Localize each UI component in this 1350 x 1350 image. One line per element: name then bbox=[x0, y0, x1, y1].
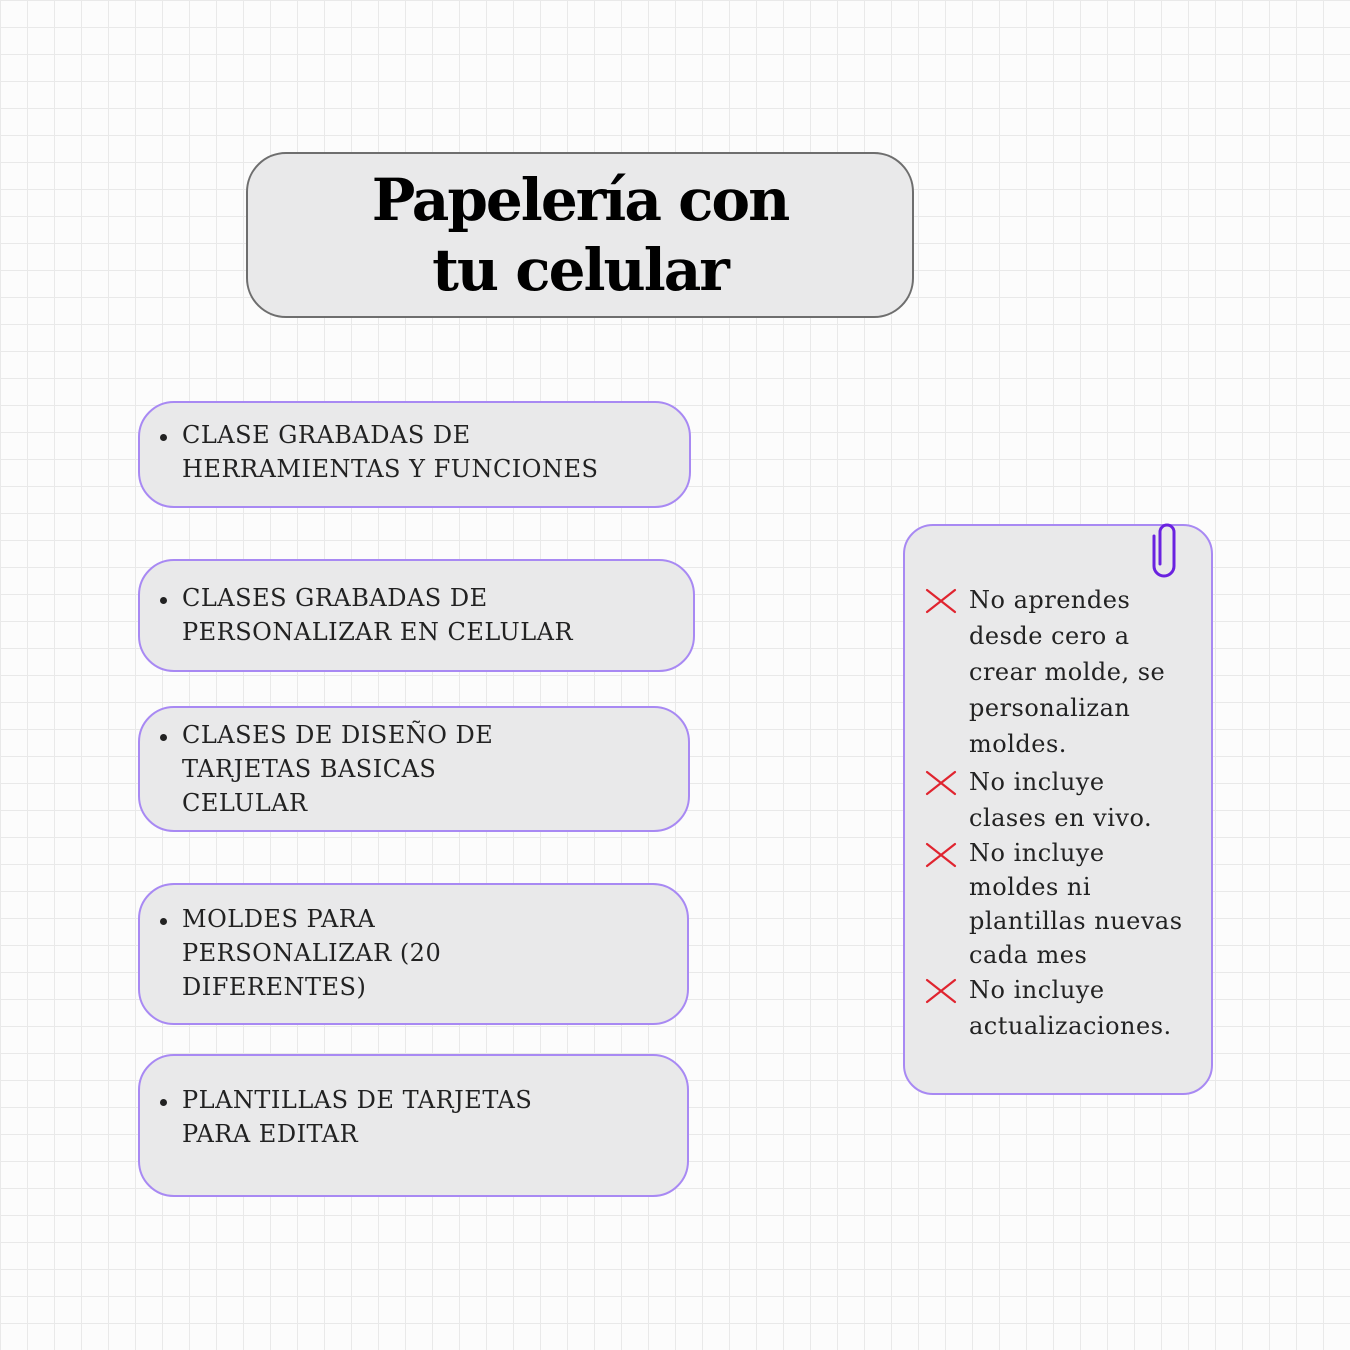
feature-text: CLASE GRABADAS DE HERRAMIENTAS Y FUNCIONES bbox=[182, 421, 599, 483]
bullet-icon bbox=[160, 597, 167, 604]
feature-card bbox=[138, 706, 690, 832]
x-mark-icon bbox=[925, 588, 957, 614]
bullet-icon bbox=[160, 918, 167, 925]
bullet-icon bbox=[160, 734, 167, 741]
exclusion-text: No incluye actualizaciones. bbox=[969, 976, 1172, 1040]
feature-text: MOLDES PARA PERSONALIZAR (20 DIFERENTES) bbox=[182, 905, 442, 1001]
feature-card bbox=[138, 559, 695, 672]
feature-text: CLASES GRABADAS DE PERSONALIZAR EN CELULAR bbox=[182, 584, 574, 646]
feature-text: CLASES DE DISEÑO DE TARJETAS BASICAS CELULAR bbox=[182, 721, 494, 817]
exclusions-card bbox=[903, 524, 1213, 1095]
exclusion-text: No incluye clases en vivo. bbox=[969, 768, 1153, 832]
feature-card bbox=[138, 401, 691, 508]
feature-text: PLANTILLAS DE TARJETAS PARA EDITAR bbox=[182, 1086, 533, 1148]
x-mark-icon bbox=[925, 978, 957, 1004]
bullet-icon bbox=[160, 434, 167, 441]
exclusion-text: No incluye moldes ni plantillas nuevas cada mes bbox=[969, 839, 1183, 969]
feature-card bbox=[138, 1054, 689, 1197]
title-box bbox=[246, 152, 914, 318]
paperclip-icon bbox=[1151, 520, 1181, 578]
exclusion-text: No aprendes desde cero a crear molde, se personalizan moldes. bbox=[969, 586, 1166, 758]
bullet-icon bbox=[160, 1099, 167, 1106]
page-title: Papelería con tu celular bbox=[371, 166, 789, 304]
x-mark-icon bbox=[925, 770, 957, 796]
feature-card bbox=[138, 883, 689, 1025]
x-mark-icon bbox=[925, 842, 957, 868]
